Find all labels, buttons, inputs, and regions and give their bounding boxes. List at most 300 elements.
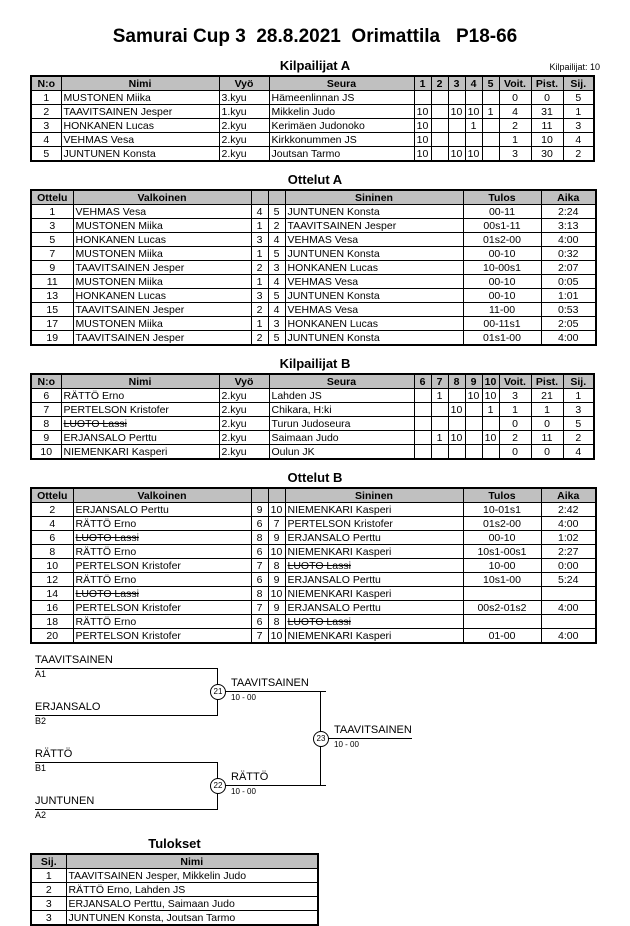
cell: ERJANSALO Perttu <box>285 573 463 587</box>
table-row <box>31 403 594 417</box>
cell <box>414 403 431 417</box>
cell: RÄTTÖ Erno, Lahden JS <box>66 883 318 897</box>
bracket-semi1-winner: TAAVITSAINEN <box>225 677 326 692</box>
cell: 5:24 <box>541 573 596 587</box>
cell: 10 <box>465 105 482 119</box>
cell: 01s2-00 <box>463 517 541 531</box>
cell <box>465 445 482 460</box>
cell: 2.kyu <box>219 147 269 162</box>
column-header: 5 <box>482 76 499 91</box>
header-row <box>31 76 594 91</box>
header-row <box>31 190 596 205</box>
column-header: N:o <box>31 76 61 91</box>
cell: NIEMENKARI Kasperi <box>285 629 463 644</box>
cell: RÄTTÖ Erno <box>73 517 251 531</box>
cell <box>431 417 448 431</box>
column-header: Valkoinen <box>73 488 251 503</box>
cell: 4 <box>563 445 594 460</box>
section-heading-matches-b: Ottelut B <box>287 470 343 485</box>
cell <box>431 147 448 162</box>
cell: 1 <box>499 133 531 147</box>
cell: 5 <box>563 91 594 105</box>
bracket-final-winner: TAAVITSAINEN <box>328 724 412 739</box>
column-header: Pist. <box>531 374 563 389</box>
cell: Turun Judoseura <box>269 417 414 431</box>
column-header: 9 <box>465 374 482 389</box>
column-header: 7 <box>431 374 448 389</box>
cell <box>414 417 431 431</box>
table-row <box>31 629 596 644</box>
column-header: 1 <box>414 76 431 91</box>
cell <box>448 389 465 403</box>
column-header <box>268 488 285 503</box>
cell: 4:00 <box>541 517 596 531</box>
cell: 10s1-00s1 <box>463 545 541 559</box>
medal-bracket <box>0 654 630 826</box>
cell: 1 <box>531 403 563 417</box>
cell <box>465 417 482 431</box>
cell: 10-00 <box>463 559 541 573</box>
cell: 2 <box>251 331 268 346</box>
cell: 10 <box>482 431 499 445</box>
cell: 10 <box>414 119 431 133</box>
cell: PERTELSON Kristofer <box>61 403 219 417</box>
column-header: Sininen <box>285 488 463 503</box>
cell: 6 <box>251 517 268 531</box>
cell: HONKANEN Lucas <box>73 289 251 303</box>
table-row <box>31 615 596 629</box>
bracket-slot-semi1-top <box>35 654 217 669</box>
cell: 9 <box>268 531 285 545</box>
cell: 19 <box>31 331 73 346</box>
column-header: Valkoinen <box>73 190 251 205</box>
cell: JUNTUNEN Konsta <box>61 147 219 162</box>
cell: 1:01 <box>541 289 596 303</box>
cell: 10 <box>448 105 465 119</box>
column-header: 4 <box>465 76 482 91</box>
cell: HONKANEN Lucas <box>285 261 463 275</box>
table-row <box>31 233 596 247</box>
bracket-competitor-name: RÄTTÖ <box>35 748 73 760</box>
cell: 4:00 <box>541 331 596 346</box>
cell: 18 <box>31 615 73 629</box>
column-header: Seura <box>269 76 414 91</box>
cell: 8 <box>251 531 268 545</box>
cell: 2 <box>499 119 531 133</box>
cell <box>465 403 482 417</box>
cell: 3 <box>251 289 268 303</box>
cell: TAAVITSAINEN Jesper <box>73 261 251 275</box>
cell <box>482 417 499 431</box>
bracket-final-score: 10 - 00 <box>334 740 359 749</box>
cell: 0:32 <box>541 247 596 261</box>
cell <box>414 431 431 445</box>
cell: 5 <box>31 233 73 247</box>
cell <box>482 119 499 133</box>
cell: 1:02 <box>541 531 596 545</box>
column-header: Sij. <box>31 854 66 869</box>
cell: 00-11s1 <box>463 317 541 331</box>
cell: 17 <box>31 317 73 331</box>
cell: MUSTONEN Miika <box>73 247 251 261</box>
cell: 7 <box>31 403 61 417</box>
cell: 11-00 <box>463 303 541 317</box>
matches-a-table <box>30 189 597 346</box>
cell: VEHMAS Vesa <box>285 233 463 247</box>
cell: ERJANSALO Perttu <box>285 601 463 615</box>
table-row <box>31 389 594 403</box>
section-heading-pool-a: Kilpailijat A <box>279 58 351 73</box>
cell: 11 <box>531 119 563 133</box>
cell: TAAVITSAINEN Jesper <box>61 105 219 119</box>
cell: VEHMAS Vesa <box>73 205 251 219</box>
cell: 2.kyu <box>219 445 269 460</box>
bracket-semi2-winner: RÄTTÖ <box>225 771 326 786</box>
column-header: N:o <box>31 374 61 389</box>
cell: 1 <box>251 247 268 261</box>
pool-a-table <box>30 75 595 162</box>
cell <box>448 119 465 133</box>
bracket-slot-semi2-bottom <box>35 795 217 810</box>
cell <box>463 587 541 601</box>
column-header: Seura <box>269 374 414 389</box>
table-row <box>31 247 596 261</box>
cell: ERJANSALO Perttu <box>285 531 463 545</box>
cell: 9 <box>251 503 268 517</box>
cell: 5 <box>268 247 285 261</box>
cell: 10 <box>31 559 73 573</box>
cell: 1 <box>499 403 531 417</box>
cell: TAAVITSAINEN Jesper <box>73 331 251 346</box>
cell: 2 <box>251 303 268 317</box>
cell: 4:00 <box>541 601 596 615</box>
section-heading-pool-b: Kilpailijat B <box>279 356 351 371</box>
table-row <box>31 261 596 275</box>
results-table <box>30 853 319 926</box>
cell <box>465 91 482 105</box>
cell: 2.kyu <box>219 119 269 133</box>
column-header: Aika <box>541 190 596 205</box>
cell: Joutsan Tarmo <box>269 147 414 162</box>
cell <box>465 133 482 147</box>
cell: 1.kyu <box>219 105 269 119</box>
table-row <box>31 911 318 926</box>
cell: 00-10 <box>463 247 541 261</box>
cell: 10 <box>448 403 465 417</box>
cell: Oulun JK <box>269 445 414 460</box>
cell: 2:07 <box>541 261 596 275</box>
table-row <box>31 133 594 147</box>
cell: 1 <box>563 105 594 119</box>
cell <box>431 445 448 460</box>
cell <box>414 445 431 460</box>
table-row <box>31 331 596 346</box>
cell: 6 <box>251 573 268 587</box>
pool-b-table <box>30 373 595 460</box>
cell: NIEMENKARI Kasperi <box>285 503 463 517</box>
cell: 0 <box>531 417 563 431</box>
cell <box>414 389 431 403</box>
cell <box>482 445 499 460</box>
cell: 1 <box>482 403 499 417</box>
cell: 15 <box>31 303 73 317</box>
cell: 10-01s1 <box>463 503 541 517</box>
header-row <box>31 854 318 869</box>
cell: 2.kyu <box>219 431 269 445</box>
cell: 3 <box>31 119 61 133</box>
cell: MUSTONEN Miika <box>73 317 251 331</box>
cell: 3 <box>268 261 285 275</box>
cell: 12 <box>31 573 73 587</box>
bracket-competitor-name: TAAVITSAINEN <box>35 654 113 666</box>
cell: 1 <box>31 91 61 105</box>
cell: 2.kyu <box>219 389 269 403</box>
cell: 3 <box>499 147 531 162</box>
bracket-competitor-name: ERJANSALO <box>35 701 101 713</box>
bracket-semi2-score: 10 - 00 <box>231 787 256 796</box>
cell: PERTELSON Kristofer <box>73 559 251 573</box>
column-header <box>268 190 285 205</box>
table-row <box>31 205 596 219</box>
column-header: Voit. <box>499 76 531 91</box>
bracket-slot-semi2-top <box>35 748 217 763</box>
header-row <box>31 374 594 389</box>
cell <box>431 105 448 119</box>
column-header: Aika <box>541 488 596 503</box>
cell: 3 <box>31 911 66 926</box>
cell: Saimaan Judo <box>269 431 414 445</box>
cell: LUOTO Lassi <box>73 587 251 601</box>
cell: 4 <box>268 233 285 247</box>
cell: NIEMENKARI Kasperi <box>285 545 463 559</box>
cell: 1 <box>251 317 268 331</box>
table-row <box>31 303 596 317</box>
cell: 9 <box>31 261 73 275</box>
cell: 2.kyu <box>219 417 269 431</box>
cell: 7 <box>251 559 268 573</box>
cell: 3 <box>31 219 73 233</box>
cell: TAAVITSAINEN Jesper <box>73 303 251 317</box>
cell: RÄTTÖ Erno <box>73 545 251 559</box>
cell: 6 <box>31 531 73 545</box>
cell: LUOTO Lassi <box>61 417 219 431</box>
cell: JUNTUNEN Konsta, Joutsan Tarmo <box>66 911 318 926</box>
cell: 8 <box>268 559 285 573</box>
column-header: Tulos <box>463 190 541 205</box>
cell: 10 <box>31 445 61 460</box>
matches-b-table <box>30 487 597 644</box>
cell: NIEMENKARI Kasperi <box>61 445 219 460</box>
section-heading-results: Tulokset <box>148 836 201 851</box>
cell: 0 <box>499 417 531 431</box>
cell: 6 <box>31 389 61 403</box>
cell: MUSTONEN Miika <box>73 219 251 233</box>
cell: 4 <box>268 303 285 317</box>
cell: 9 <box>31 431 61 445</box>
bracket-semi1-score: 10 - 00 <box>231 693 256 702</box>
cell: 10 <box>448 147 465 162</box>
cell: TAAVITSAINEN Jesper <box>285 219 463 233</box>
cell: 1 <box>431 389 448 403</box>
column-header: Nimi <box>61 76 219 91</box>
column-header: 8 <box>448 374 465 389</box>
column-header: Sij. <box>563 374 594 389</box>
cell: ERJANSALO Perttu, Saimaan Judo <box>66 897 318 911</box>
cell: 4 <box>268 275 285 289</box>
cell: NIEMENKARI Kasperi <box>285 587 463 601</box>
cell: PERTELSON Kristofer <box>285 517 463 531</box>
cell: 3 <box>251 233 268 247</box>
cell: Lahden JS <box>269 389 414 403</box>
cell <box>414 91 431 105</box>
cell: 3 <box>499 389 531 403</box>
table-row <box>31 573 596 587</box>
match-number-circle-23: 23 <box>313 731 329 747</box>
cell: 00-10 <box>463 275 541 289</box>
cell: 01s1-00 <box>463 331 541 346</box>
cell: 7 <box>268 517 285 531</box>
table-row <box>31 517 596 531</box>
cell: 0:05 <box>541 275 596 289</box>
cell <box>448 91 465 105</box>
cell: 5 <box>31 147 61 162</box>
cell <box>448 417 465 431</box>
cell: JUNTUNEN Konsta <box>285 331 463 346</box>
cell: 1 <box>31 205 73 219</box>
cell: 11 <box>531 431 563 445</box>
cell: 10s1-00 <box>463 573 541 587</box>
cell: RÄTTÖ Erno <box>61 389 219 403</box>
column-header: Vyö <box>219 76 269 91</box>
page-title: Samurai Cup 3 28.8.2021 Orimattila P18-66 <box>112 26 518 47</box>
cell: 10 <box>268 587 285 601</box>
cell: 9 <box>268 601 285 615</box>
bracket-seed-a2: A2 <box>35 810 47 820</box>
cell: Mikkelin Judo <box>269 105 414 119</box>
table-row <box>31 317 596 331</box>
cell: 2.kyu <box>219 403 269 417</box>
cell: 4 <box>499 105 531 119</box>
cell: Chikara, H:ki <box>269 403 414 417</box>
cell: MUSTONEN Miika <box>73 275 251 289</box>
cell: 10 <box>414 133 431 147</box>
table-row <box>31 105 594 119</box>
cell: 2:05 <box>541 317 596 331</box>
cell: 9 <box>268 573 285 587</box>
match-number-circle-22: 22 <box>210 778 226 794</box>
cell: JUNTUNEN Konsta <box>285 289 463 303</box>
cell: 10 <box>465 389 482 403</box>
cell: 2 <box>31 883 66 897</box>
column-header: Sininen <box>285 190 463 205</box>
cell: 10 <box>414 147 431 162</box>
cell: LUOTO Lassi <box>285 615 463 629</box>
cell: 10 <box>268 503 285 517</box>
column-header <box>251 488 268 503</box>
cell: 2 <box>563 431 594 445</box>
column-header: Pist. <box>531 76 563 91</box>
cell: 10-00s1 <box>463 261 541 275</box>
cell: 16 <box>31 601 73 615</box>
table-row <box>31 147 594 162</box>
cell: 10 <box>448 431 465 445</box>
cell: 2:42 <box>541 503 596 517</box>
column-header <box>251 190 268 205</box>
column-header: Tulos <box>463 488 541 503</box>
cell: 3.kyu <box>219 91 269 105</box>
table-row <box>31 119 594 133</box>
cell: PERTELSON Kristofer <box>73 601 251 615</box>
cell: 1 <box>482 105 499 119</box>
cell <box>541 587 596 601</box>
cell: Kirkkonummen JS <box>269 133 414 147</box>
column-header: Sij. <box>563 76 594 91</box>
cell: 14 <box>31 587 73 601</box>
cell: 6 <box>251 545 268 559</box>
cell: 3:13 <box>541 219 596 233</box>
cell: 8 <box>31 545 73 559</box>
section-heading-matches-a: Ottelut A <box>287 172 343 187</box>
table-row <box>31 275 596 289</box>
cell: 0 <box>531 445 563 460</box>
cell: 2 <box>563 147 594 162</box>
cell: VEHMAS Vesa <box>285 275 463 289</box>
cell: 5 <box>268 289 285 303</box>
column-header: Vyö <box>219 374 269 389</box>
bracket-seed-b1: B1 <box>35 763 47 773</box>
cell: 5 <box>268 205 285 219</box>
cell: Hämeenlinnan JS <box>269 91 414 105</box>
cell: 5 <box>563 417 594 431</box>
cell: 0 <box>499 91 531 105</box>
column-header: Ottelu <box>31 488 73 503</box>
table-row <box>31 531 596 545</box>
cell: 00-10 <box>463 289 541 303</box>
table-row <box>31 869 318 883</box>
cell: 10 <box>268 629 285 644</box>
cell: 4 <box>251 205 268 219</box>
cell: 3 <box>268 317 285 331</box>
cell <box>482 147 499 162</box>
cell: Kerimäen Judonoko <box>269 119 414 133</box>
cell: 7 <box>31 247 73 261</box>
cell: 7 <box>251 629 268 644</box>
cell <box>482 91 499 105</box>
match-number-circle-21: 21 <box>210 684 226 700</box>
cell <box>482 133 499 147</box>
header-row <box>31 488 596 503</box>
table-row <box>31 503 596 517</box>
table-row <box>31 91 594 105</box>
column-header: 2 <box>431 76 448 91</box>
cell: ERJANSALO Perttu <box>73 503 251 517</box>
column-header: Ottelu <box>31 190 73 205</box>
cell: VEHMAS Vesa <box>61 133 219 147</box>
cell: 01s2-00 <box>463 233 541 247</box>
cell: VEHMAS Vesa <box>285 303 463 317</box>
cell: 13 <box>31 289 73 303</box>
cell: TAAVITSAINEN Jesper, Mikkelin Judo <box>66 869 318 883</box>
cell: 30 <box>531 147 563 162</box>
bracket-competitor-name: JUNTUNEN <box>35 795 95 807</box>
cell <box>431 119 448 133</box>
cell: 2 <box>31 503 73 517</box>
cell: 1 <box>563 389 594 403</box>
cell: 8 <box>31 417 61 431</box>
cell <box>463 615 541 629</box>
competitors-count-label: Kilpailijat: 10 <box>549 62 600 72</box>
table-row <box>31 445 594 460</box>
